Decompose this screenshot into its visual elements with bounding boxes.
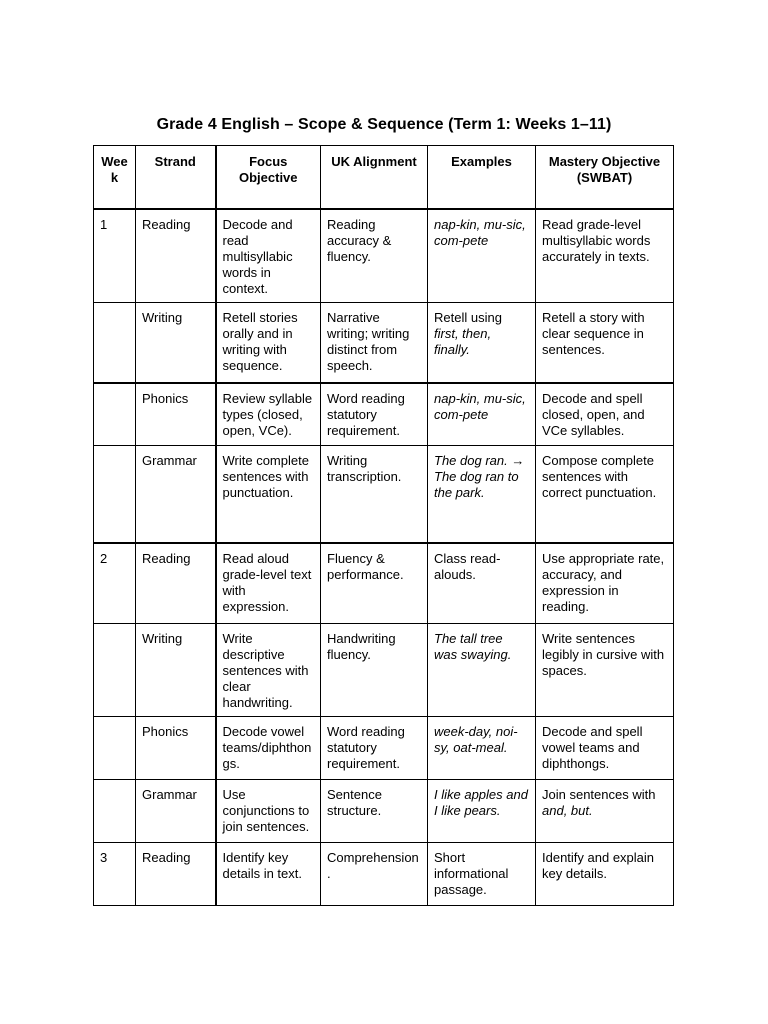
cell-focus: Read aloud grade-level text with expression. — [216, 543, 321, 624]
table-row — [94, 446, 674, 543]
mastery-text: Join sentences with — [542, 787, 656, 802]
cell-focus: Decode and read multisyllabic words in context. — [216, 209, 321, 303]
table-row — [94, 780, 674, 843]
examples-text: week-day, noi-sy, oat-meal. — [434, 724, 518, 755]
cell-uk: Narrative writing; writing distinct from speech. — [321, 303, 428, 383]
cell-mastery: Decode and spell vowel teams and diphthongs. — [536, 717, 674, 780]
cell-focus: Retell stories orally and in writing with sequence. — [216, 303, 321, 383]
cell-strand: Reading — [136, 543, 216, 624]
cell-week — [94, 383, 136, 446]
cell-week — [94, 303, 136, 383]
cell-examples — [428, 624, 536, 717]
cell-week: 2 — [94, 543, 136, 624]
table-header-row — [94, 146, 674, 209]
cell-week: 1 — [94, 209, 136, 303]
cell-focus: Use conjunctions to join sentences. — [216, 780, 321, 843]
cell-uk: Handwriting fluency. — [321, 624, 428, 717]
table-row — [94, 209, 674, 303]
cell-examples — [428, 446, 536, 543]
cell-focus: Write descriptive sentences with clear handwriting. — [216, 624, 321, 717]
cell-mastery: Compose complete sentences with correct punctuation. — [536, 446, 674, 543]
table-row — [94, 624, 674, 717]
cell-examples: Short informational passage. — [428, 843, 536, 906]
cell-mastery — [536, 780, 674, 843]
table-row — [94, 717, 674, 780]
cell-strand: Phonics — [136, 383, 216, 446]
header-mastery-objective: Mastery Objective (SWBAT) — [536, 146, 674, 209]
cell-strand: Reading — [136, 843, 216, 906]
cell-examples — [428, 209, 536, 303]
cell-focus: Write complete sentences with punctuation. — [216, 446, 321, 543]
document-title: Grade 4 English – Scope & Sequence (Term 1: Weeks 1–11) — [156, 116, 612, 133]
cell-uk: Writing transcription. — [321, 446, 428, 543]
table-row — [94, 383, 674, 446]
cell-strand: Grammar — [136, 446, 216, 543]
cell-mastery: Decode and spell closed, open, and VCe syllables. — [536, 383, 674, 446]
examples-text: nap-kin, mu-sic, com-pete — [434, 390, 526, 422]
header-uk-alignment: UK Alignment — [321, 146, 428, 209]
cell-week — [94, 780, 136, 843]
cell-week — [94, 624, 136, 717]
cell-examples — [428, 383, 536, 446]
cell-mastery: Use appropriate rate, accuracy, and expression in reading. — [536, 543, 674, 624]
cell-examples: Class read-alouds. — [428, 543, 536, 624]
examples-text: Retell using — [434, 310, 502, 325]
header-week: Wee k — [94, 146, 136, 209]
cell-week — [94, 717, 136, 780]
cell-strand: Grammar — [136, 780, 216, 843]
examples-text: The dog ran. → The dog ran to the park. — [434, 453, 525, 500]
cell-strand: Phonics — [136, 717, 216, 780]
header-focus-objective: Focus Objective — [216, 146, 321, 209]
table-row — [94, 303, 674, 383]
cell-week: 3 — [94, 843, 136, 906]
cell-focus: Decode vowel teams/diphthongs. — [216, 717, 321, 780]
cell-mastery: Read grade-level multisyllabic words accurately in texts. — [536, 209, 674, 303]
examples-text: nap-kin, mu-sic, com-pete — [434, 216, 526, 248]
cell-mastery: Retell a story with clear sequence in sentences. — [536, 303, 674, 383]
cell-strand: Writing — [136, 303, 216, 383]
cell-uk: Fluency & performance. — [321, 543, 428, 624]
cell-strand: Writing — [136, 624, 216, 717]
cell-focus: Identify key details in text. — [216, 843, 321, 906]
cell-mastery: Identify and explain key details. — [536, 843, 674, 906]
cell-strand: Reading — [136, 209, 216, 303]
cell-uk: Word reading statutory requirement. — [321, 717, 428, 780]
cell-examples — [428, 780, 536, 843]
examples-text: I like apples and I like pears. — [434, 787, 528, 818]
cell-examples — [428, 717, 536, 780]
table-row — [94, 543, 674, 624]
header-strand: Strand — [136, 146, 216, 209]
cell-uk: Sentence structure. — [321, 780, 428, 843]
examples-text: The tall tree was swaying. — [434, 631, 512, 662]
cell-uk: Word reading statutory requirement. — [321, 383, 428, 446]
cell-focus: Review syllable types (closed, open, VCe). — [216, 383, 321, 446]
cell-uk: Comprehension. — [321, 843, 428, 906]
cell-mastery: Write sentences legibly in cursive with spaces. — [536, 624, 674, 717]
cell-examples — [428, 303, 536, 383]
header-examples: Examples — [428, 146, 536, 209]
cell-uk: Reading accuracy & fluency. — [321, 209, 428, 303]
scope-sequence-table — [93, 145, 674, 906]
cell-week — [94, 446, 136, 543]
examples-italic-text: first, then, finally. — [434, 326, 492, 357]
table-row — [94, 843, 674, 906]
mastery-italic-text: and, but. — [542, 803, 593, 818]
